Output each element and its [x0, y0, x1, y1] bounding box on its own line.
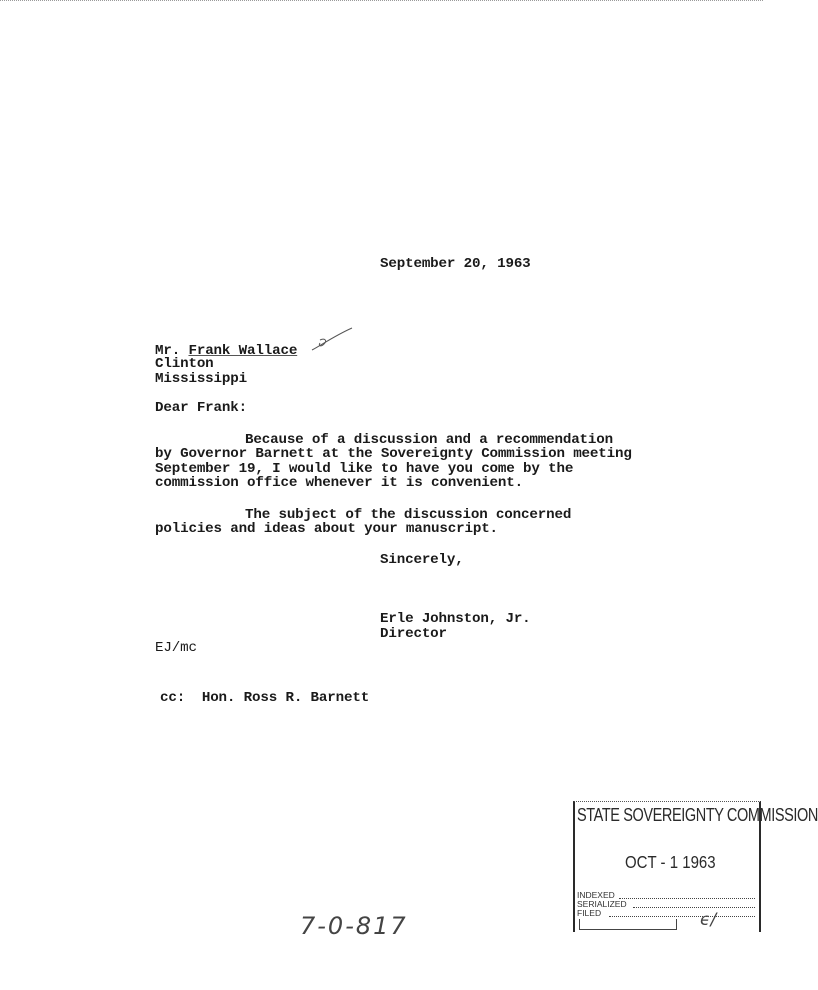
recipient-state: Mississippi: [155, 371, 248, 387]
stamp-field-indexed: INDEXED: [577, 890, 615, 900]
signer-title: Director: [380, 626, 447, 642]
paragraph1-line3: September 19, I would like to have you come by the: [155, 461, 574, 477]
handwritten-checkmark-icon: [308, 326, 354, 356]
stamp-serialized-line: [633, 907, 755, 908]
cc-label: cc:: [160, 690, 186, 706]
signer-name: Erle Johnston, Jr.: [380, 611, 531, 627]
stamp-handwritten-initials-icon: ϵ/: [700, 910, 717, 930]
typist-initials: EJ/mc: [155, 640, 197, 656]
stamp-title: STATE SOVEREIGNTY COMMISSION: [577, 806, 818, 826]
paragraph1-line4: commission office whenever it is convenient.: [155, 475, 524, 491]
paragraph2-line2: policies and ideas about your manuscript.: [155, 521, 498, 537]
handwritten-file-number: 7-0-817: [300, 912, 408, 940]
stamp-filed-box: [579, 919, 677, 930]
cc-line: [160, 691, 369, 706]
stamp-date: OCT - 1 1963: [625, 853, 716, 873]
paragraph1-line2: by Governor Barnett at the Sovereignty Commission meeting: [155, 446, 632, 462]
paragraph1-line1: Because of a discussion and a recommendation: [245, 432, 614, 448]
stamp-field-filed: FILED: [577, 908, 602, 918]
cc-recipient: Hon. Ross R. Barnett: [201, 690, 370, 706]
closing: Sincerely,: [380, 552, 464, 568]
stamp-indexed-line: [619, 898, 755, 899]
recipient-name: Frank Wallace: [188, 343, 298, 359]
received-stamp: [573, 801, 818, 932]
stamp-field-serialized: SERIALIZED: [577, 899, 627, 909]
recipient-prefix: Mr.: [155, 343, 181, 359]
letter-date: September 20, 1963: [380, 256, 531, 272]
paragraph2-line1: The subject of the discussion concerned: [245, 507, 572, 523]
recipient-city: Clinton: [155, 356, 214, 372]
salutation: Dear Frank:: [155, 400, 248, 416]
page-top-edge: [0, 0, 763, 1]
stamp-filed-line: [609, 916, 755, 917]
